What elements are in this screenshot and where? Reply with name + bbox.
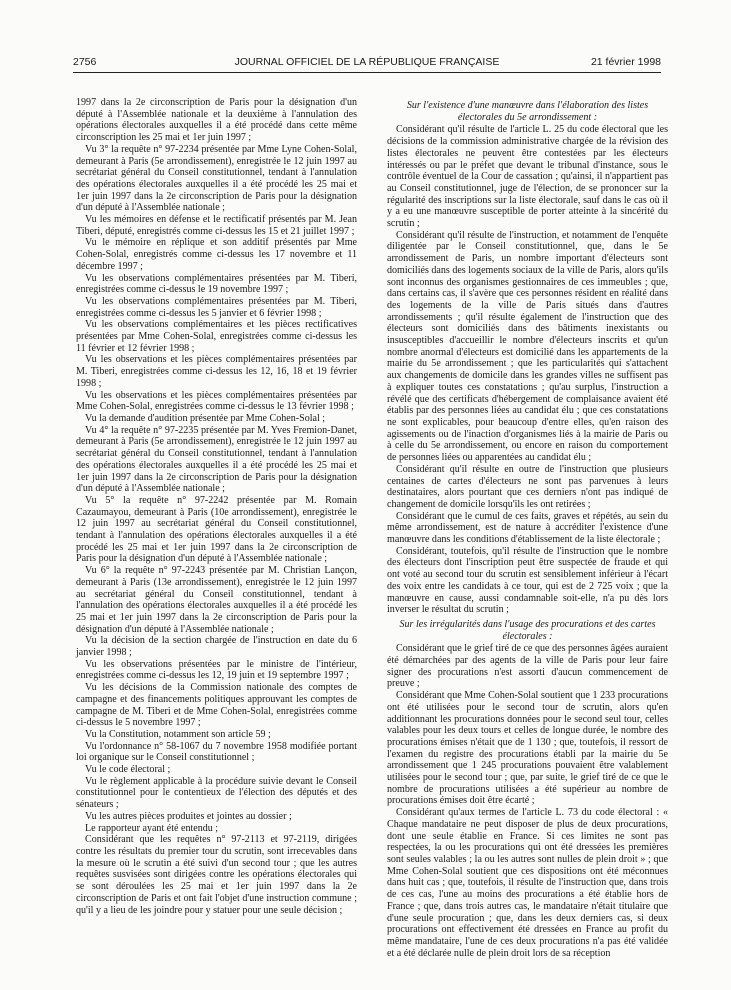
journal-title: JOURNAL OFFICIEL DE LA RÉPUBLIQUE FRANÇAISE bbox=[234, 56, 500, 68]
paragraph: Considérant, toutefois, qu'il résulte de l'instruction que le nombre des électeurs dont l'inscription peut être suspectée de fraude et qui ont voté au second tour du scrutin est sensiblement inférieur à l'écart des voix entre les candidats à ce tour, qui est de 2 725 voix ; que la manœuvre en cause, aussi condamnable soit-elle, n'a pu dès lors inverser le résultat du scrutin ; bbox=[387, 545, 668, 616]
paragraph: Vu 5° la requête n° 97-2242 présentée par M. Romain Cazaumayou, demeurant à Paris (10e arrondissement), enregistrée le 12 juin 1997 au secrétariat général du Conseil constitutionnel, tendant à l'annulation des opérations électorales auxquelles il a été procédé les 25 mai et 1er juin 1997 dans la 2e circonscription de Paris pour la désignation d'un député à l'Assemblée nationale ; bbox=[76, 494, 357, 565]
header-rule bbox=[73, 72, 661, 73]
paragraph: Vu 4° la requête n° 97-2235 présentée par M. Yves Fremion-Danet, demeurant à Paris (5e arrondissement), enregistrée le 12 juin 1997 au secrétariat général du Conseil constitutionnel, tendant à l'annulation des opérations électorales auxquelles il a été procédé les 25 mai et 1er juin 1997 dans la 2e circonscription de Paris pour la désignation d'un député à l'Assemblée nationale ; bbox=[76, 424, 357, 495]
paragraph: 1997 dans la 2e circonscription de Paris pour la désignation d'un député à l'Assemblée nationale et la deuxième à l'annulation des opérations électorales auxquelles il a été procédé dans cette même circonscription les 25 mai et 1er juin 1997 ; bbox=[76, 97, 357, 144]
paragraph: Vu les observations complémentaires et les pièces rectificatives présentées par Mme Cohen-Solal, enregistrées comme ci-dessus les 11 février et 12 février 1998 ; bbox=[76, 319, 357, 354]
paragraph: Considérant qu'il résulte de l'article L. 25 du code électoral que les décisions de la commission administrative chargée de la révision des listes électorales ne peuvent être contestées par les électeurs intéressés ou par le préfet que devant le tribunal d'instance, sous le contrôle éventuel de la Cour de cassation ; qu'ainsi, il n'appartient pas au Conseil constitutionnel, juge de l'élection, de se prononcer sur la régularité des inscriptions sur la liste électorale, sauf dans le cas où il y a eu une manœuvre susceptible de porter atteinte à la sincérité du scrutin ; bbox=[387, 124, 668, 230]
paragraph: Vu l'ordonnance n° 58-1067 du 7 novembre 1958 modifiée portant loi organique sur le Conseil constitutionnel ; bbox=[76, 740, 357, 764]
paragraph: Vu les observations et les pièces complémentaires présentées par Mme Cohen-Solal, enregistrées comme ci-dessus le 13 février 1998 ; bbox=[76, 389, 357, 413]
right-column bbox=[387, 97, 668, 959]
paragraph: Vu les observations présentées par le ministre de l'intérieur, enregistrées comme ci-dessus les 12, 19 juin et 19 septembre 1997 ; bbox=[76, 658, 357, 682]
paragraph: Considérant que les requêtes n° 97-2113 et 97-2119, dirigées contre les résultats du premier tour du scrutin, sont irrecevables dans la mesure où le scrutin a été suivi d'un second tour ; que les autres requêtes susvisées sont dirigées contre les opérations électorales qui se sont déroulées les 25 mai et 1er juin 1997 dans la 2e circonscription de Paris et ont fait l'objet d'une instruction commune ; qu'il y a lieu de les joindre pour y statuer pour une seule décision ; bbox=[76, 834, 357, 916]
paragraph: Le rapporteur ayant été entendu ; bbox=[85, 822, 219, 834]
page-number: 2756 bbox=[73, 56, 97, 68]
paragraph: Vu les décisions de la Commission nationale des comptes de campagne et des financements politiques approuvant les comptes de campagne de M. Tiberi et de Mme Cohen-Solal, enregistrées comme ci-dessus le 5 novembre 1997 ; bbox=[76, 682, 357, 729]
paragraph: Vu le règlement applicable à la procédure suivie devant le Conseil constitutionnel pour le contentieux de l'élection des députés et des sénateurs ; bbox=[76, 775, 357, 811]
paragraph: Vu 6° la requête n° 97-2243 présentée par M. Christian Lançon, demeurant à Paris (13e arrondissement), enregistrée le 12 juin 1997 au secrétariat général du Conseil constitutionnel, tendant à l'annulation des opérations électorales auxquelles il a été procédé les 25 mai et 1er juin 1997 dans la 2e circonscription de Paris pour la désignation d'un député à l'Assemblée nationale ; bbox=[76, 565, 357, 635]
paragraph: Considérant qu'il résulte de l'instruction, et notamment de l'enquête diligentée par le Conseil constitutionnel, que, dans le 5e arrondissement de Paris, un nombre important d'électeurs sont domiciliés dans des logements sociaux de la ville de Paris, alors qu'ils sont inconnus des organismes gestionnaires de ces immeubles ; que, dans certains cas, il s'avère que ces personnes résident en réalité dans des logements de la ville de Paris situés dans d'autres arrondissements ; qu'il résulte également de l'instruction que des électeurs sont domiciliés dans des bâtiments inexistants ou insusceptibles d'accueillir le nombre d'électeurs inscrits et qu'un nombre anormal d'électeurs est domicilié dans les appartements de la mairie du 5e arrondissement ; que les particularités qui s'attachent aux changements de domicile dans les grandes villes ne suffisent pas à expliquer toutes ces constatations ; qu'au surplus, l'instruction a révélé que des certificats d'hébergement de complaisance avaient été établis par des personnes liées au candidat élu ; que ces constatations ne sont explicables, pour beaucoup d'entre elles, qu'en raison des agissements ou de l'inaction d'organismes liés à la mairie de Paris ou à celle du 5e arrondissement, ou encore en raison du comportement de personnes liées ou apparentées au candidat élu ; bbox=[387, 229, 668, 464]
paragraph: Vu la Constitution, notamment son article 59 ; bbox=[85, 728, 271, 740]
left-column bbox=[76, 97, 357, 916]
paragraph: Vu les observations et les pièces complémentaires présentées par M. Tiberi, enregistrées comme ci-dessus les 12, 16, 18 et 19 février 1998 ; bbox=[76, 354, 357, 389]
paragraph: Vu 3° la requête n° 97-2234 présentée par Mme Lyne Cohen-Solal, demeurant à Paris (5e arrondissement), enregistrée le 12 juin 1997 au secrétariat général du Conseil constitutionnel, tendant à l'annulation des opérations électorales auxquelles il a été procédé les 25 mai et 1er juin 1997 dans la 2e circonscription de Paris pour la désignation d'un député à l'Assemblée nationale ; bbox=[76, 143, 357, 214]
paragraph: Vu le code électoral ; bbox=[85, 764, 171, 776]
page-header bbox=[73, 56, 661, 70]
paragraph: Vu les observations complémentaires présentées par M. Tiberi, enregistrées comme ci-dessus le 19 novembre 1997 ; bbox=[76, 272, 357, 296]
issue-date: 21 février 1998 bbox=[590, 56, 661, 68]
section-heading: Sur les irrégularités dans l'usage des procurations et des cartes électorales : bbox=[399, 618, 656, 642]
paragraph: Considérant que le cumul de ces faits, graves et répétés, au sein du même arrondissement, est de nature à accréditer l'existence d'une manœuvre dans les conditions d'établissement de la liste électorale ; bbox=[387, 510, 668, 546]
paragraph: Considérant que Mme Cohen-Solal soutient que 1 233 procurations ont été utilisées pour le second tour de scrutin, alors qu'en additionnant les procurations données pour le second seul tour, celles valables pour les deux tours et celles de longue durée, le nombre des procurations émises n'était que de 1 130 ; que, toutefois, il ressort de l'examen du registre des procurations établi par la mairie du 5e arrondissement que 1 245 procurations pouvaient être valablement utilisées pour le second tour ; que, par suite, le grief tiré de ce que le nombre de procurations utilisées a été supérieur au nombre de procurations émises doit être écarté ; bbox=[387, 690, 668, 807]
paragraph: Considérant qu'aux termes de l'article L. 73 du code électoral : « Chaque mandataire ne peut disposer de plus de deux procurations, dont une seule établie en France. Si ces limites ne sont pas respectées, la ou les procurations qui ont été dressées les premières sont seules valables ; la ou les autres sont nulles de plein droit » ; que Mme Cohen-Solal soutient que ces dispositions ont été méconnues dans huit cas ; que, toutefois, il résulte de l'instruction que, dans trois de ces cas, l'une au moins des procurations a été établie hors de France ; que, dans trois autres cas, le mandataire n'était titulaire que d'une seule procuration ; que, dans les deux derniers cas, si deux procurations ont effectivement été dressées en France au profit du même mandataire, l'une de ces deux procurations n'a pas été validée et a été déclarée nulle de plein droit lors de sa réception bbox=[387, 807, 668, 959]
paragraph: Vu les observations complémentaires présentées par M. Tiberi, enregistrées comme ci-dessus les 5 janvier et 6 février 1998 ; bbox=[76, 295, 357, 319]
paragraph: Considérant qu'il résulte en outre de l'instruction que plusieurs centaines de cartes d'électeurs ne sont pas parvenues à leurs destinataires, alors pourtant que ces derniers n'ont pas indiqué de changement de domicile lorsqu'ils les ont retirées ; bbox=[387, 463, 668, 510]
paragraph: Vu les autres pièces produites et jointes au dossier ; bbox=[85, 810, 292, 822]
section-heading: Sur l'existence d'une manœuvre dans l'élaboration des listes électorales du 5e arrondissement : bbox=[406, 100, 649, 123]
paragraph: Vu la décision de la section chargée de l'instruction en date du 6 janvier 1998 ; bbox=[76, 635, 357, 659]
paragraph: Vu la demande d'audition présentée par Mme Cohen-Solal ; bbox=[85, 412, 326, 424]
paragraph: Vu les mémoires en défense et le rectificatif présentés par M. Jean Tiberi, député, enregistrés comme ci-dessus les 15 et 21 juillet 1997 ; bbox=[76, 214, 357, 237]
paragraph: Vu le mémoire en réplique et son additif présentés par Mme Cohen-Solal, enregistrés comme ci-dessus les 17 novembre et 11 décembre 1997 ; bbox=[76, 237, 357, 272]
paragraph: Considérant que le grief tiré de ce que des personnes âgées auraient été démarchées par des agents de la ville de Paris pour leur faire signer des procurations n'est assorti d'aucun commencement de preuve ; bbox=[387, 643, 668, 690]
